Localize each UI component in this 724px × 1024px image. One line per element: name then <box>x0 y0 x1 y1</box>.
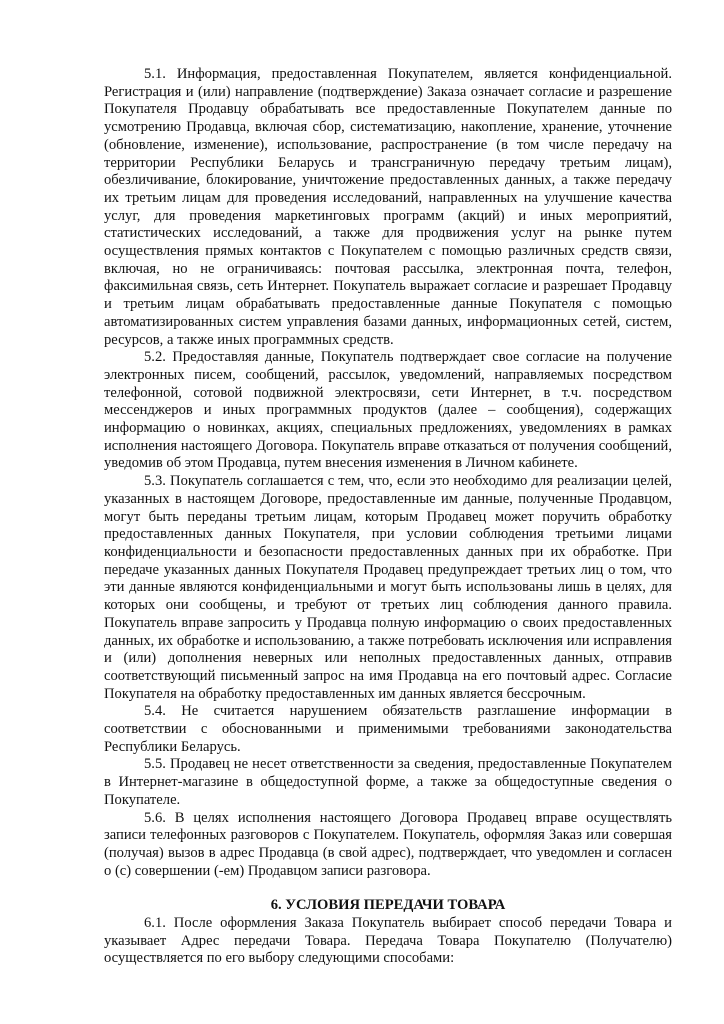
paragraph-5-1: 5.1. Информация, предоставленная Покупателем, является конфиденциальной. Регистрация и (или) направление (подтверждение) Заказа означает согласие и разрешение Покупателя Продавцу обрабатывать все предоставленные Покупателем данные по усмотрению Продавца, включая сбор, систематизацию, накопление, хранение, уточнение (обновление, изменение), использование, распространение (в том числе передачу на территории Республики Беларусь и трансграничную передачу третьим лицам), обезличивание, блокирование, уничтожение предоставленных данных, а также передачу их третьим лицам для проведения исследований, направленных на улучшение качества услуг, для проведения маркетинговых программ (акций) и иных мероприятий, статистических исследований, а также для продвижения услуг на рынке путем осуществления прямых контактов с Покупателем с помощью различных средств связи, включая, но не ограничиваясь: почтовая рассылка, электронная почта, телефон, факсимильная связь, сеть Интернет. Покупатель выражает согласие и разрешает Продавцу и третьим лицам обрабатывать предоставленные данные Покупателя с помощью автоматизированных систем управления базами данных, информационных сетей, систем, ресурсов, а также иных программных средств. <box>104 66 672 348</box>
paragraph-5-6: 5.6. В целях исполнения настоящего Договора Продавец вправе осуществлять записи телефонных разговоров с Покупателем. Покупатель, оформляя Заказ или совершая (получая) вызов в адрес Продавца (в свой адрес), подтверждает, что уведомлен и согласен о (с) совершении (-ем) Продавцом записи разговора. <box>104 809 672 879</box>
document-page <box>104 66 672 968</box>
paragraph-6-1: 6.1. После оформления Заказа Покупатель выбирает способ передачи Товара и указывает Адрес передачи Товара. Передача Товара Покупателю (Получателю) осуществляется по его выбору следующими способами: <box>104 915 672 967</box>
paragraph-5-3: 5.3. Покупатель соглашается с тем, что, если это необходимо для реализации целей, указанных в настоящем Договоре, предоставленные им данные, полученные Продавцом, могут быть переданы третьим лицам, которым Продавец может поручить обработку предоставленных данных Покупателя, при условии соблюдения третьими лицами конфиденциальности и безопасности предоставленных данных при их обработке. При передаче указанных данных Покупателя Продавец предупреждает третьих лиц о том, что эти данные являются конфиденциальными и могут быть использованы лишь в целях, для которых они сообщены, и требуют от третьих лиц соблюдения данного правила. Покупатель вправе запросить у Продавца полную информацию о своих предоставленных данных, их обработке и использованию, а также потребовать исключения или исправления и (или) дополнения неверных или неполных предоставленных данных, отправив соответствующий письменный запрос на имя Продавца на его почтовый адрес. Согласие Покупателя на обработку предоставленных им данных является бессрочным. <box>104 473 672 702</box>
paragraph-5-4: 5.4. Не считается нарушением обязательств разглашение информации в соответствии с обоснованными и применимыми требованиями законодательства Республики Беларусь. <box>104 703 672 755</box>
section-6-heading: 6. УСЛОВИЯ ПЕРЕДАЧИ ТОВАРА <box>270 897 506 914</box>
paragraph-5-5: 5.5. Продавец не несет ответственности за сведения, предоставленные Покупателем в Интернет-магазине в общедоступной форме, а также за общедоступные сведения о Покупателе. <box>104 756 672 808</box>
paragraph-5-2: 5.2. Предоставляя данные, Покупатель подтверждает свое согласие на получение электронных писем, сообщений, рассылок, уведомлений, направляемых посредством телефонной, сотовой подвижной электросвязи, сети Интернет, в т.ч. посредством мессенджеров и иных программных продуктов (далее – сообщения), содержащих информацию о новинках, акциях, специальных предложениях, уведомлениях в рамках исполнения настоящего Договора. Покупатель вправе отказаться от получения сообщений, уведомив об этом Продавца, путем внесения изменения в Личном кабинете. <box>104 349 672 472</box>
